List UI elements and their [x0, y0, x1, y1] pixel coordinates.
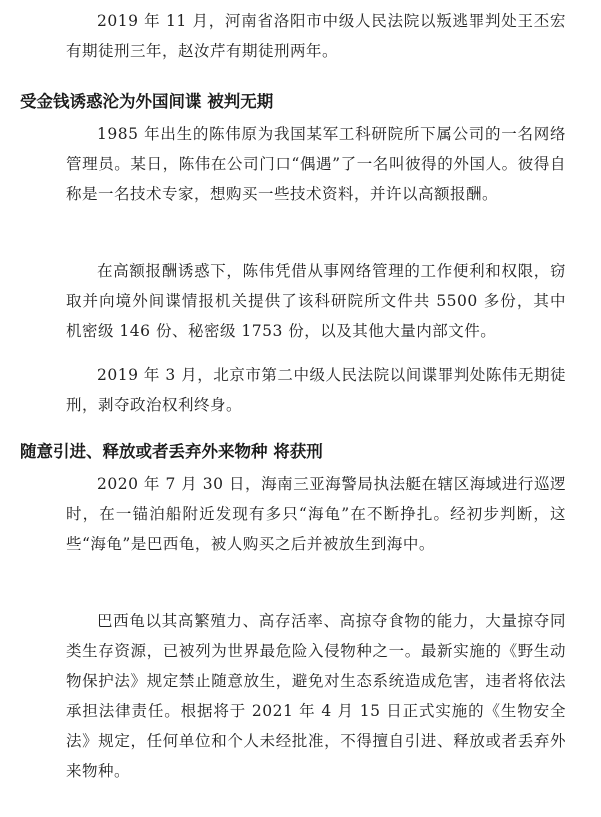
paragraph-espionage-2: 在高额报酬诱惑下，陈伟凭借从事网络管理的工作便利和权限，窃取并向境外间谍情报机关提供了该科研院所文件共 5500 多份，其中机密级 146 份、秘密级 1753 份，以及其他大量内部文件。 [66, 262, 566, 340]
paragraph-espionage-1: 1985 年出生的陈伟原为我国某军工科研院所下属公司的一名网络管理员。某日，陈伟在公司门口“偶遇”了一名叫彼得的外国人。彼得自称是一名技术专家，想购买一些技术资料，并许以高额报酬。 [66, 125, 566, 203]
paragraph-species-1: 2020 年 7 月 30 日，海南三亚海警局执法艇在辖区海域进行巡逻时，在一锚泊船附近发现有多只“海龟”在不断挣扎。经初步判断，这些“海龟”是巴西龟，被人购买之后并被放生到海中。 [66, 475, 566, 553]
paragraph-species-2: 巴西龟以其高繁殖力、高存活率、高掠夺食物的能力，大量掠夺同类生存资源，已被列为世界最危险入侵物种之一。最新实施的《野生动物保护法》规定禁止随意放生，避免对生态系统造成危害，违者将依法承担法律责任。根据将于 2021 年 4 月 15 日正式实施的《生物安全法》规定，任何单位和个人未经批准，不得擅自引进、释放或者丢弃外来物种。 [66, 612, 566, 780]
paragraph-intro: 2019 年 11 月，河南省洛阳市中级人民法院以叛逃罪判处王丕宏有期徒刑三年，赵汝芹有期徒刑两年。 [66, 12, 566, 60]
paragraph-espionage-3: 2019 年 3 月，北京市第二中级人民法院以间谍罪判处陈伟无期徒刑，剥夺政治权利终身。 [66, 366, 566, 414]
section-heading-espionage: 受金钱诱惑沦为外国间谍 被判无期 [20, 92, 274, 111]
section-heading-invasive-species: 随意引进、释放或者丢弃外来物种 将获刑 [20, 442, 323, 461]
